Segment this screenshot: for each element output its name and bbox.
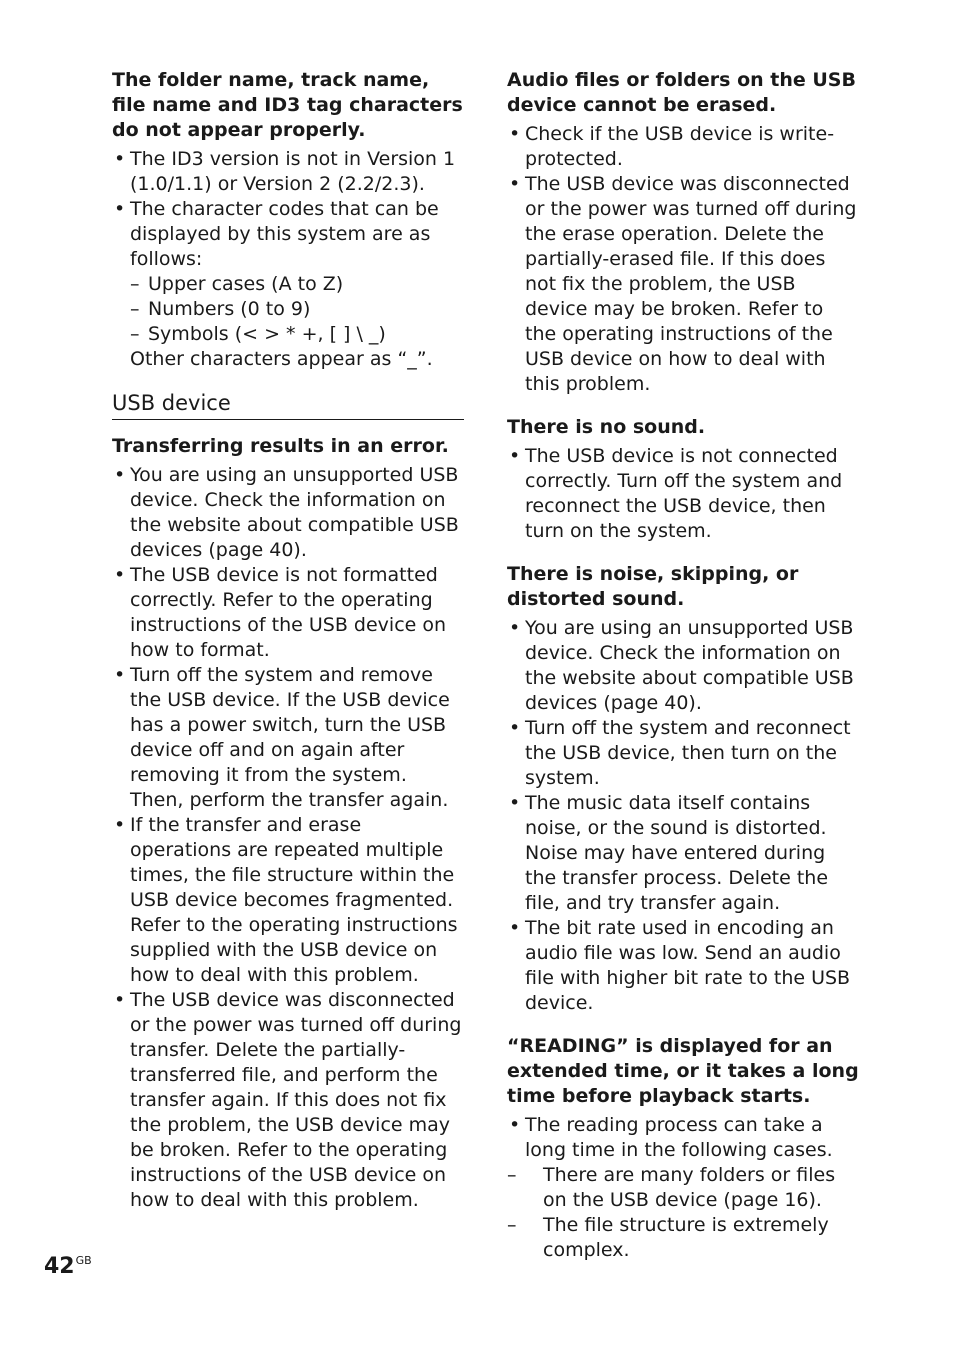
sub-item — [130, 297, 464, 322]
list-item: • You are using an unsupported USB device. Check the information on the website about compatible USB devices (page 40). — [112, 463, 464, 563]
dash-mark: – — [130, 273, 140, 295]
list-item-text: The reading process can take a long time in the following cases. — [525, 1114, 833, 1161]
sub-item — [507, 1213, 859, 1263]
bullet-list — [112, 147, 464, 372]
list-item: • The USB device is not formatted correctly. Refer to the operating instructions of the USB device on how to format. — [112, 563, 464, 663]
list-item — [507, 1113, 859, 1263]
list-item: • The USB device was disconnected or the power was turned off during the erase operation. Delete the partially-erased file. If this does not fix the problem, the USB device may be broken. Refer to the operating instructions of the USB device on how to deal with this problem. — [507, 172, 859, 397]
section-heading: USB device — [112, 390, 464, 420]
question-heading: There is no sound. — [507, 416, 706, 438]
list-item: • The ID3 version is not in Version 1 (1.0/1.1) or Version 2 (2.2/2.3). — [112, 147, 464, 197]
list-item: • Turn off the system and remove the USB device. If the USB device has a power switch, turn the USB device off and on again after removing it from the system. Then, perform the transfer again. — [112, 663, 464, 813]
dash-mark: – — [130, 323, 140, 345]
dash-mark: – — [130, 298, 140, 320]
question-heading: Audio files or folders on the USB device cannot be erased. — [507, 69, 856, 116]
sub-item-text: There are many folders or files on the USB device (page 16). — [543, 1164, 836, 1211]
sub-item — [130, 322, 464, 347]
bullet-list — [112, 463, 464, 1213]
question-heading: “READING” is displayed for an extended time, or it takes a long time before playback starts. — [507, 1035, 859, 1107]
list-item: • Check if the USB device is write-protected. — [507, 122, 859, 172]
list-item: • The bit rate used in encoding an audio file was low. Send an audio file with higher bit rate to the USB device. — [507, 916, 859, 1016]
troubleshoot-block-noise — [507, 562, 859, 1016]
question-heading: There is noise, skipping, or distorted sound. — [507, 563, 799, 610]
sub-item — [130, 272, 464, 297]
question-heading: Transferring results in an error. — [112, 435, 449, 457]
bullet-list — [507, 1113, 859, 1263]
bullet-list — [507, 444, 859, 544]
list-item-note: Other characters appear as “_”. — [130, 348, 433, 370]
question-heading: The folder name, track name, file name and ID3 tag characters do not appear properly. — [112, 69, 463, 141]
list-item: • The USB device was disconnected or the power was turned off during transfer. Delete the partially-transferred file, and perform the transfer again. If this does not fix the problem, the USB device may be broken. Refer to the operating instructions of the USB device on how to deal with this problem. — [112, 988, 464, 1213]
dash-mark: – — [507, 1214, 517, 1236]
sub-item-text: The file structure is extremely complex. — [543, 1214, 829, 1261]
bullet-list — [507, 122, 859, 397]
list-item-text: The character codes that can be displayed by this system are as follows: — [130, 198, 439, 270]
right-column — [507, 68, 859, 1281]
list-item — [112, 197, 464, 372]
list-item: • If the transfer and erase operations are repeated multiple times, the file structure within the USB device becomes fragmented. Refer to the operating instructions supplied with the USB device on how to deal with this problem. — [112, 813, 464, 988]
page-number-suffix: GB — [75, 1254, 92, 1267]
bullet-list — [507, 616, 859, 1016]
page-number — [44, 1247, 92, 1281]
left-column — [112, 68, 464, 1231]
troubleshoot-block-cannot-erase — [507, 68, 859, 397]
list-item: • The music data itself contains noise, or the sound is distorted. Noise may have entered during the transfer process. Delete the file, and try transfer again. — [507, 791, 859, 916]
sub-item-text: Numbers (0 to 9) — [148, 298, 311, 320]
page-number-value: 42 — [44, 1254, 75, 1279]
troubleshoot-block-transfer-error — [112, 434, 464, 1213]
list-item: • You are using an unsupported USB device. Check the information on the website about compatible USB devices (page 40). — [507, 616, 859, 716]
troubleshoot-block-reading — [507, 1034, 859, 1263]
troubleshoot-block-no-sound — [507, 415, 859, 544]
sub-item-text: Symbols (< > * +, [ ] \ _) — [148, 323, 386, 345]
list-item: • Turn off the system and reconnect the USB device, then turn on the system. — [507, 716, 859, 791]
sub-item — [507, 1163, 859, 1213]
sub-item-text: Upper cases (A to Z) — [148, 273, 344, 295]
dash-mark: – — [507, 1164, 517, 1186]
troubleshoot-block-id3 — [112, 68, 464, 372]
list-item: • The USB device is not connected correctly. Turn off the system and reconnect the USB device, then turn on the system. — [507, 444, 859, 544]
